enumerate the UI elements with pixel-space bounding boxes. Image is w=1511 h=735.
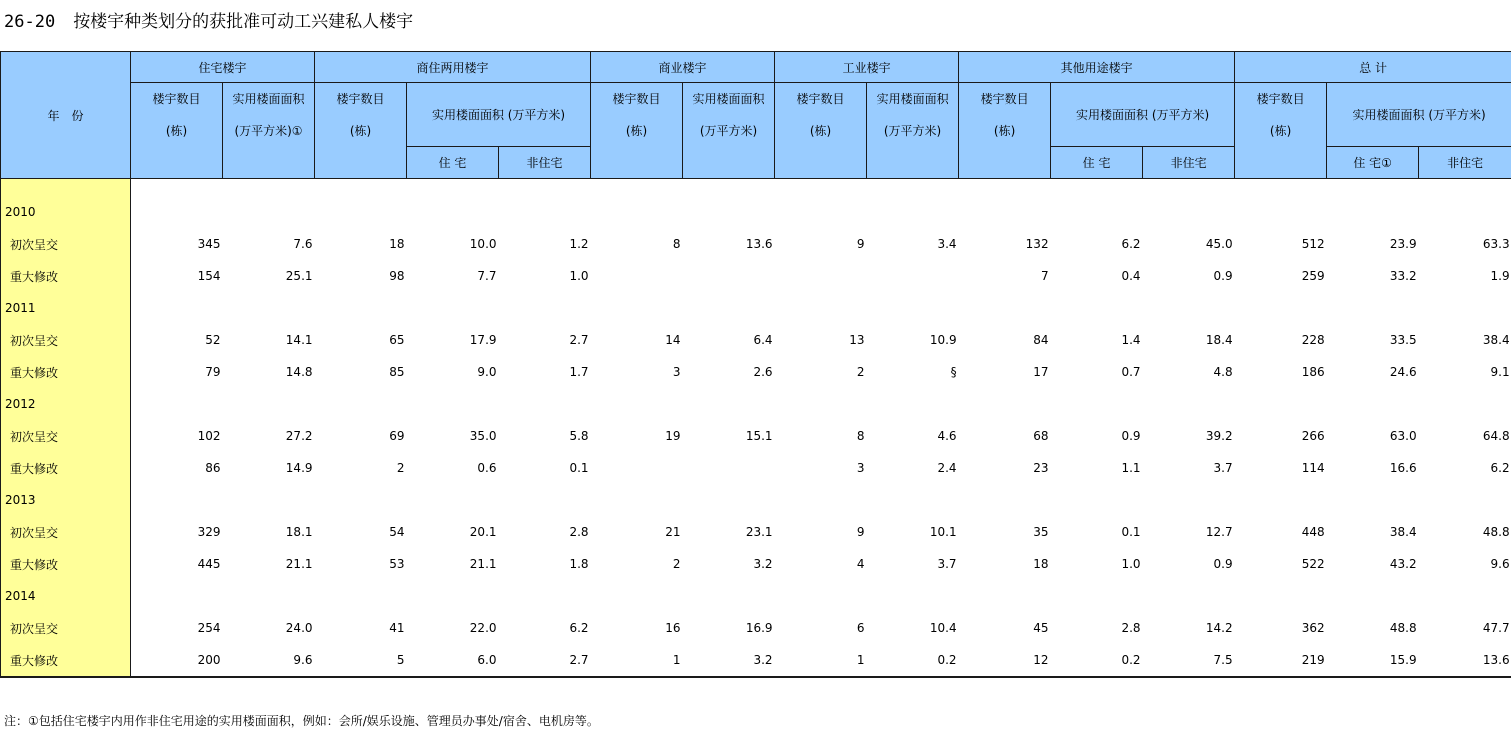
- value-cell: 1: [591, 644, 683, 677]
- value-cell: 2.4: [937, 461, 957, 475]
- value-cell: 6.0: [407, 644, 499, 677]
- value-cell: 0.7: [1121, 365, 1141, 379]
- value-cell: 0.9: [1121, 429, 1141, 443]
- header-group-other: 其他用途楼宇: [959, 52, 1235, 83]
- value-cell: 1.8: [569, 557, 589, 571]
- value-cell: 23: [1033, 461, 1049, 475]
- value-cell: 14.8: [285, 365, 313, 379]
- header-area-industrial: 实用楼面面积 (万平方米): [867, 83, 959, 179]
- value-cell: 33.5: [1389, 333, 1417, 347]
- value-cell: 1.0: [1121, 557, 1141, 571]
- value-cell: 0.2: [1051, 644, 1143, 677]
- table-row: [1, 452, 1511, 484]
- table-row: [1, 612, 1511, 644]
- header-count-other: 楼宇数目 (栋): [959, 83, 1051, 179]
- value-cell: 24.0: [285, 621, 313, 635]
- empty-cell: [131, 484, 1511, 516]
- value-cell: 47.7: [1482, 621, 1510, 635]
- value-cell: 18: [1033, 557, 1049, 571]
- value-cell: 13.6: [1419, 644, 1511, 677]
- table-title: 按楼宇种类划分的获批准可动工兴建私人楼宇: [73, 12, 414, 32]
- value-cell: [591, 260, 683, 292]
- value-cell: 1.2: [569, 237, 589, 251]
- value-cell: 154: [197, 269, 221, 283]
- value-cell: 14.9: [285, 461, 313, 475]
- value-cell: 18: [389, 237, 405, 251]
- header-area-residential: 实用楼面面积 (万平方米)①: [223, 83, 315, 179]
- value-cell: 9.6: [1490, 557, 1510, 571]
- table-body: [1, 179, 1511, 678]
- value-cell: 64.8: [1482, 429, 1510, 443]
- value-cell: 20.1: [469, 525, 497, 539]
- value-cell: 3.2: [683, 644, 775, 677]
- value-cell: 98: [389, 269, 405, 283]
- value-cell: 63.0: [1389, 429, 1417, 443]
- empty-cell: [131, 388, 1511, 420]
- value-cell: 65: [389, 333, 405, 347]
- row-label: 重大修改: [1, 260, 131, 292]
- table-number: 26-20: [4, 12, 56, 32]
- header-group-commercial: 商业楼宇: [591, 52, 775, 83]
- value-cell: 45: [1033, 621, 1049, 635]
- value-cell: 13: [849, 333, 865, 347]
- value-cell: 7.5: [1143, 644, 1235, 677]
- value-cell: 18.4: [1205, 333, 1233, 347]
- value-cell: 38.4: [1389, 525, 1417, 539]
- value-cell: 329: [197, 525, 221, 539]
- value-cell: 21.1: [469, 557, 497, 571]
- value-cell: 2: [672, 557, 681, 571]
- table-row: [1, 260, 1511, 292]
- value-cell: 7.7: [477, 269, 497, 283]
- row-label: 重大修改: [1, 356, 131, 388]
- data-table-container: [0, 51, 1511, 678]
- value-cell: 17: [1033, 365, 1049, 379]
- value-cell: 2.6: [753, 365, 773, 379]
- row-label: 重大修改: [1, 548, 131, 580]
- value-cell: 6.2: [1121, 237, 1141, 251]
- value-cell: 53: [389, 557, 405, 571]
- header-year: 年 份: [1, 52, 131, 179]
- value-cell: 228: [1301, 333, 1325, 347]
- header-count-commercial-residential: 楼宇数目 (栋): [315, 83, 407, 179]
- table-row: [1, 324, 1511, 356]
- value-cell: 3: [672, 365, 681, 379]
- value-cell: 12.7: [1205, 525, 1233, 539]
- empty-cell: [131, 580, 1511, 612]
- value-cell: 14.1: [285, 333, 313, 347]
- value-cell: 25.1: [285, 269, 313, 283]
- value-cell: 200: [131, 644, 223, 677]
- empty-cell: [131, 292, 1511, 324]
- value-cell: 1.1: [1121, 461, 1141, 475]
- row-label: 初次呈交: [1, 516, 131, 548]
- row-label: 初次呈交: [1, 420, 131, 452]
- table-row: [1, 644, 1511, 677]
- page-title: [4, 7, 413, 32]
- value-cell: 10.9: [929, 333, 957, 347]
- value-cell: 24.6: [1389, 365, 1417, 379]
- value-cell: 35: [1033, 525, 1049, 539]
- value-cell: 27.2: [285, 429, 313, 443]
- table-row: [1, 420, 1511, 452]
- value-cell: 9: [856, 237, 865, 251]
- value-cell: 52: [205, 333, 221, 347]
- table-row: [1, 516, 1511, 548]
- value-cell: 1.4: [1121, 333, 1141, 347]
- footnote: 注：①包括住宅楼宇内用作非住宅用途的实用楼面面积，例如：会所/娱乐设施、管理员办事处/宿舍、电机房等。: [4, 714, 599, 728]
- year-row: [1, 292, 1511, 324]
- header-group-residential: 住宅楼宇: [131, 52, 315, 83]
- value-cell: 7: [1040, 269, 1049, 283]
- value-cell: 18.1: [285, 525, 313, 539]
- value-cell: 2.7: [499, 644, 591, 677]
- row-label: 重大修改: [1, 452, 131, 484]
- value-cell: 8: [672, 237, 681, 251]
- value-cell: 8: [856, 429, 865, 443]
- value-cell: 512: [1301, 237, 1325, 251]
- value-cell: 0.1: [1121, 525, 1141, 539]
- header-area-other: 实用楼面面积 (万平方米): [1051, 83, 1235, 147]
- year-row: [1, 388, 1511, 420]
- header-res-commercial-residential: 住 宅: [407, 147, 499, 179]
- header-count-residential: 楼宇数目 (栋): [131, 83, 223, 179]
- value-cell: 3.4: [937, 237, 957, 251]
- value-cell: 85: [389, 365, 405, 379]
- year-row: [1, 484, 1511, 516]
- value-cell: 1.9: [1490, 269, 1510, 283]
- value-cell: 7.6: [293, 237, 313, 251]
- value-cell: 43.2: [1389, 557, 1417, 571]
- value-cell: 41: [389, 621, 405, 635]
- value-cell: 16.6: [1389, 461, 1417, 475]
- value-cell: 5: [315, 644, 407, 677]
- value-cell: 15.1: [745, 429, 773, 443]
- value-cell: 13.6: [745, 237, 773, 251]
- value-cell: 5.8: [569, 429, 589, 443]
- value-cell: 9: [856, 525, 865, 539]
- value-cell: 2.8: [569, 525, 589, 539]
- value-cell: 10.1: [929, 525, 957, 539]
- value-cell: 2.8: [1121, 621, 1141, 635]
- value-cell: 21: [665, 525, 681, 539]
- header-group-commercial-residential: 商住两用楼宇: [315, 52, 591, 83]
- value-cell: 4.6: [937, 429, 957, 443]
- value-cell: 362: [1301, 621, 1325, 635]
- header-group-total: 总 计: [1235, 52, 1511, 83]
- value-cell: 186: [1301, 365, 1325, 379]
- value-cell: 3: [856, 461, 865, 475]
- value-cell: 16: [665, 621, 681, 635]
- header-res-total: 住 宅①: [1327, 147, 1419, 179]
- value-cell: 21.1: [285, 557, 313, 571]
- value-cell: 9.1: [1490, 365, 1510, 379]
- header-area-commercial: 实用楼面面积 (万平方米): [683, 83, 775, 179]
- value-cell: 79: [205, 365, 221, 379]
- spacer-row: [1, 179, 1511, 197]
- year-cell: 2011: [1, 292, 131, 324]
- value-cell: 12: [959, 644, 1051, 677]
- value-cell: 14: [665, 333, 681, 347]
- header-area-commercial-residential: 实用楼面面积 (万平方米): [407, 83, 591, 147]
- value-cell: 86: [205, 461, 221, 475]
- value-cell: 4: [856, 557, 865, 571]
- value-cell: 63.3: [1482, 237, 1510, 251]
- value-cell: 132: [1025, 237, 1049, 251]
- value-cell: 39.2: [1205, 429, 1233, 443]
- table-row: [1, 548, 1511, 580]
- value-cell: 2.7: [569, 333, 589, 347]
- value-cell: 0.4: [1121, 269, 1141, 283]
- value-cell: 114: [1301, 461, 1325, 475]
- value-cell: 2: [856, 365, 865, 379]
- header-count-total: 楼宇数目 (栋): [1235, 83, 1327, 179]
- row-label: 初次呈交: [1, 324, 131, 356]
- value-cell: 10.4: [929, 621, 957, 635]
- value-cell: 6: [856, 621, 865, 635]
- value-cell: [683, 260, 775, 292]
- value-cell: 4.8: [1213, 365, 1233, 379]
- value-cell: 69: [389, 429, 405, 443]
- value-cell: 0.9: [1213, 269, 1233, 283]
- value-cell: 3.7: [1213, 461, 1233, 475]
- value-cell: 22.0: [469, 621, 497, 635]
- header-group-industrial: 工业楼宇: [775, 52, 959, 83]
- year-cell: 2010: [1, 196, 131, 228]
- value-cell: 9.6: [223, 644, 315, 677]
- table-row: [1, 228, 1511, 260]
- value-cell: 23.9: [1389, 237, 1417, 251]
- value-cell: 345: [197, 237, 221, 251]
- value-cell: 6.2: [1490, 461, 1510, 475]
- value-cell: 0.6: [477, 461, 497, 475]
- value-cell: 14.2: [1205, 621, 1233, 635]
- value-cell: [683, 452, 775, 484]
- value-cell: 219: [1235, 644, 1327, 677]
- value-cell: 448: [1301, 525, 1325, 539]
- row-label: 初次呈交: [1, 228, 131, 260]
- value-cell: 19: [665, 429, 681, 443]
- header-nonres-total: 非住宅: [1419, 147, 1511, 179]
- value-cell: 17.9: [469, 333, 497, 347]
- value-cell: 45.0: [1205, 237, 1233, 251]
- value-cell: 6.2: [569, 621, 589, 635]
- header-count-commercial: 楼宇数目 (栋): [591, 83, 683, 179]
- value-cell: [591, 452, 683, 484]
- value-cell: 33.2: [1389, 269, 1417, 283]
- header-res-other: 住 宅: [1051, 147, 1143, 179]
- header-count-industrial: 楼宇数目 (栋): [775, 83, 867, 179]
- value-cell: 54: [389, 525, 405, 539]
- value-cell: 3.2: [753, 557, 773, 571]
- row-label: 初次呈交: [1, 612, 131, 644]
- table-row: [1, 356, 1511, 388]
- value-cell: 35.0: [469, 429, 497, 443]
- year-row: [1, 580, 1511, 612]
- value-cell: 10.0: [469, 237, 497, 251]
- value-cell: §: [950, 365, 957, 379]
- value-cell: 9.0: [477, 365, 497, 379]
- value-cell: 0.1: [569, 461, 589, 475]
- value-cell: 48.8: [1389, 621, 1417, 635]
- value-cell: 38.4: [1482, 333, 1510, 347]
- year-cell: 2013: [1, 484, 131, 516]
- header-nonres-commercial-residential: 非住宅: [499, 147, 591, 179]
- value-cell: [867, 260, 959, 292]
- value-cell: 84: [1033, 333, 1049, 347]
- value-cell: 259: [1301, 269, 1325, 283]
- value-cell: 522: [1301, 557, 1325, 571]
- value-cell: 1: [775, 644, 867, 677]
- data-table: [0, 51, 1511, 678]
- value-cell: 254: [197, 621, 221, 635]
- spacer-cell: [131, 179, 1511, 197]
- value-cell: 2: [396, 461, 405, 475]
- year-row: [1, 196, 1511, 228]
- value-cell: 1.0: [569, 269, 589, 283]
- value-cell: 16.9: [745, 621, 773, 635]
- value-cell: 68: [1033, 429, 1049, 443]
- value-cell: 1.7: [569, 365, 589, 379]
- row-label: 重大修改: [1, 644, 131, 677]
- value-cell: 23.1: [745, 525, 773, 539]
- year-cell: 2014: [1, 580, 131, 612]
- empty-cell: [131, 196, 1511, 228]
- value-cell: 266: [1301, 429, 1325, 443]
- header-nonres-other: 非住宅: [1143, 147, 1235, 179]
- value-cell: 102: [197, 429, 221, 443]
- spacer-year-cell: [1, 179, 131, 197]
- value-cell: 0.2: [867, 644, 959, 677]
- value-cell: 445: [197, 557, 221, 571]
- value-cell: 6.4: [753, 333, 773, 347]
- value-cell: 48.8: [1482, 525, 1510, 539]
- value-cell: [775, 260, 867, 292]
- value-cell: 0.9: [1213, 557, 1233, 571]
- value-cell: 15.9: [1327, 644, 1419, 677]
- value-cell: 3.7: [937, 557, 957, 571]
- year-cell: 2012: [1, 388, 131, 420]
- header-area-total: 实用楼面面积 (万平方米): [1327, 83, 1511, 147]
